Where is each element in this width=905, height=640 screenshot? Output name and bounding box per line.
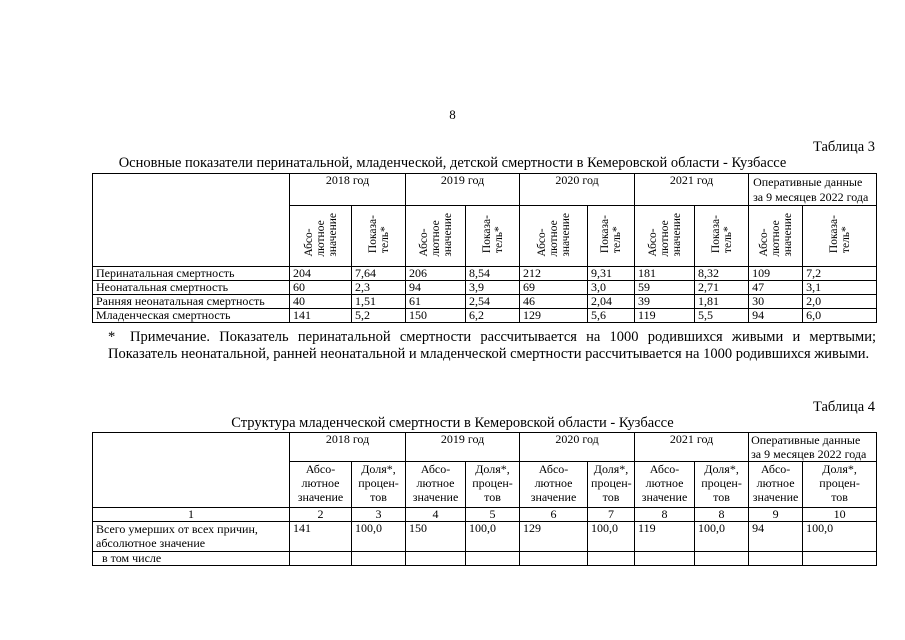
table3-col-ind-text: Показа- тель* bbox=[599, 215, 624, 254]
table3-col-ind-text: Показа- тель* bbox=[827, 215, 852, 254]
table4 bbox=[92, 432, 877, 566]
column-number: 9 bbox=[749, 508, 803, 522]
cell: 129 bbox=[520, 522, 588, 552]
cell: 100,0 bbox=[695, 522, 749, 552]
cell: 2,04 bbox=[588, 295, 635, 309]
table4-label: Таблица 4 bbox=[812, 399, 875, 415]
row-label: Ранняя неонатальная смертность bbox=[93, 295, 290, 309]
table3-header-years bbox=[93, 174, 877, 206]
table4-col-share: Доля*, процен- тов bbox=[352, 462, 406, 508]
table4-corner-cell bbox=[93, 433, 290, 508]
table3-operative-header bbox=[749, 174, 877, 206]
column-number: 8 bbox=[635, 508, 695, 522]
row-label: Всего умерших от всех причин, абсолютное значение bbox=[93, 522, 290, 552]
cell: 94 bbox=[749, 522, 803, 552]
cell: 6,2 bbox=[466, 309, 520, 323]
table4-year-2018: 2018 год bbox=[290, 433, 406, 462]
table3-col-ind bbox=[695, 206, 749, 267]
column-number: 3 bbox=[352, 508, 406, 522]
table3-year-2020: 2020 год bbox=[520, 174, 635, 206]
cell bbox=[749, 552, 803, 566]
table3-col-abs bbox=[406, 206, 466, 267]
cell: 6,0 bbox=[803, 309, 877, 323]
note-asterisk: * bbox=[108, 329, 116, 345]
cell: 47 bbox=[749, 281, 803, 295]
table3-year-2021: 2021 год bbox=[635, 174, 749, 206]
cell: 204 bbox=[290, 267, 352, 281]
cell: 206 bbox=[406, 267, 466, 281]
cell: 8,54 bbox=[466, 267, 520, 281]
cell: 2,54 bbox=[466, 295, 520, 309]
table3-year-2018: 2018 год bbox=[290, 174, 406, 206]
cell: 7,64 bbox=[352, 267, 406, 281]
row-label: в том числе bbox=[93, 552, 290, 566]
table3-col-ind bbox=[352, 206, 406, 267]
table4-year-2021: 2021 год bbox=[635, 433, 749, 462]
cell: 94 bbox=[406, 281, 466, 295]
table4-col-share: Доля*, процен- тов bbox=[466, 462, 520, 508]
table4-col-share: Доля*, процен- тов bbox=[588, 462, 635, 508]
cell: 141 bbox=[290, 522, 352, 552]
cell: 100,0 bbox=[352, 522, 406, 552]
cell bbox=[290, 552, 352, 566]
cell bbox=[588, 552, 635, 566]
cell: 59 bbox=[635, 281, 695, 295]
table3-operative-line2: за 9 месяцев 2022 года bbox=[753, 190, 869, 204]
cell bbox=[352, 552, 406, 566]
table4-year-2019: 2019 год bbox=[406, 433, 520, 462]
cell: 7,2 bbox=[803, 267, 877, 281]
cell: 2,71 bbox=[695, 281, 749, 295]
table4-col-abs: Абсо- лютное значение bbox=[290, 462, 352, 508]
table4-col-abs: Абсо- лютное значение bbox=[749, 462, 803, 508]
table4-col-abs: Абсо- лютное значение bbox=[520, 462, 588, 508]
column-number: 6 bbox=[520, 508, 588, 522]
cell: 212 bbox=[520, 267, 588, 281]
cell: 1,81 bbox=[695, 295, 749, 309]
cell bbox=[520, 552, 588, 566]
cell: 100,0 bbox=[588, 522, 635, 552]
table3-col-abs bbox=[520, 206, 588, 267]
table-row bbox=[93, 281, 877, 295]
cell bbox=[635, 552, 695, 566]
table4-header-years bbox=[93, 433, 877, 462]
cell: 150 bbox=[406, 309, 466, 323]
column-number: 10 bbox=[803, 508, 877, 522]
column-number: 5 bbox=[466, 508, 520, 522]
table3-col-abs-text: Абсо- лютное значение bbox=[535, 212, 572, 257]
cell: 61 bbox=[406, 295, 466, 309]
cell bbox=[466, 552, 520, 566]
cell: 181 bbox=[635, 267, 695, 281]
table-row bbox=[93, 309, 877, 323]
row-label: Перинатальная смертность bbox=[93, 267, 290, 281]
table3-note bbox=[108, 329, 876, 363]
table3-col-abs-text: Абсо- лютное значение bbox=[757, 212, 794, 257]
cell: 2,3 bbox=[352, 281, 406, 295]
table4-operative-header bbox=[749, 433, 877, 462]
cell: 1,51 bbox=[352, 295, 406, 309]
table3-col-abs-text: Абсо- лютное значение bbox=[646, 212, 683, 257]
table-row bbox=[93, 552, 877, 566]
cell: 129 bbox=[520, 309, 588, 323]
table3-title: Основные показатели перинатальной, младенческой, детской смертности в Кемеровской области - Кузбассе bbox=[118, 155, 787, 171]
table4-year-2020: 2020 год bbox=[520, 433, 635, 462]
cell: 40 bbox=[290, 295, 352, 309]
table3-col-ind bbox=[466, 206, 520, 267]
note-text: Примечание. Показатель перинатальной смертности рассчитывается на 1000 родившихся живыми и мертвыми; Показатель неонатальной, ранней неонатальной и младенческой смертности рассчитывается на 1000 родившихся живыми. bbox=[108, 329, 876, 362]
row-label: Младенческая смертность bbox=[93, 309, 290, 323]
table3-col-ind-text: Показа- тель* bbox=[480, 215, 505, 254]
cell: 94 bbox=[749, 309, 803, 323]
cell bbox=[695, 552, 749, 566]
cell: 3,0 bbox=[588, 281, 635, 295]
table3-col-abs bbox=[749, 206, 803, 267]
table4-operative-line1: Оперативные данные bbox=[751, 433, 861, 447]
table-row bbox=[93, 522, 877, 552]
table3-col-abs-text: Абсо- лютное значение bbox=[417, 212, 454, 257]
table4-col-share: Доля*, процен- тов bbox=[803, 462, 877, 508]
column-number: 4 bbox=[406, 508, 466, 522]
table3 bbox=[92, 173, 877, 323]
cell: 8,32 bbox=[695, 267, 749, 281]
cell: 100,0 bbox=[466, 522, 520, 552]
page-number: 8 bbox=[449, 107, 456, 122]
cell: 100,0 bbox=[803, 522, 877, 552]
table4-title: Структура младенческой смертности в Кемеровской области - Кузбассе bbox=[231, 415, 674, 431]
cell: 119 bbox=[635, 522, 695, 552]
cell: 60 bbox=[290, 281, 352, 295]
cell: 5,2 bbox=[352, 309, 406, 323]
table3-col-abs-text: Абсо- лютное значение bbox=[302, 212, 339, 257]
table3-col-ind bbox=[588, 206, 635, 267]
cell: 5,6 bbox=[588, 309, 635, 323]
cell: 150 bbox=[406, 522, 466, 552]
table3-operative-line1: Оперативные данные bbox=[753, 175, 863, 189]
table4-operative-line2: за 9 месяцев 2022 года bbox=[751, 447, 867, 461]
cell bbox=[803, 552, 877, 566]
table4-column-numbers bbox=[93, 508, 877, 522]
table3-year-2019: 2019 год bbox=[406, 174, 520, 206]
cell: 30 bbox=[749, 295, 803, 309]
column-number: 8 bbox=[695, 508, 749, 522]
cell: 3,1 bbox=[803, 281, 877, 295]
table3-corner-cell bbox=[93, 174, 290, 267]
cell: 5,5 bbox=[695, 309, 749, 323]
cell: 46 bbox=[520, 295, 588, 309]
table3-col-ind bbox=[803, 206, 877, 267]
cell bbox=[406, 552, 466, 566]
table4-col-abs: Абсо- лютное значение bbox=[406, 462, 466, 508]
table-row bbox=[93, 295, 877, 309]
table3-col-abs bbox=[635, 206, 695, 267]
table3-col-abs bbox=[290, 206, 352, 267]
table4-col-abs: Абсо- лютное значение bbox=[635, 462, 695, 508]
cell: 2,0 bbox=[803, 295, 877, 309]
cell: 119 bbox=[635, 309, 695, 323]
cell: 141 bbox=[290, 309, 352, 323]
cell: 69 bbox=[520, 281, 588, 295]
cell: 9,31 bbox=[588, 267, 635, 281]
cell: 109 bbox=[749, 267, 803, 281]
table3-label: Таблица 3 bbox=[812, 139, 875, 155]
table3-col-ind-text: Показа- тель* bbox=[709, 215, 734, 254]
row-label: Неонатальная смертность bbox=[93, 281, 290, 295]
column-number: 1 bbox=[93, 508, 290, 522]
column-number: 7 bbox=[588, 508, 635, 522]
cell: 3,9 bbox=[466, 281, 520, 295]
table4-col-share: Доля*, процен- тов bbox=[695, 462, 749, 508]
column-number: 2 bbox=[290, 508, 352, 522]
table3-col-ind-text: Показа- тель* bbox=[366, 215, 391, 254]
cell: 39 bbox=[635, 295, 695, 309]
table-row bbox=[93, 267, 877, 281]
